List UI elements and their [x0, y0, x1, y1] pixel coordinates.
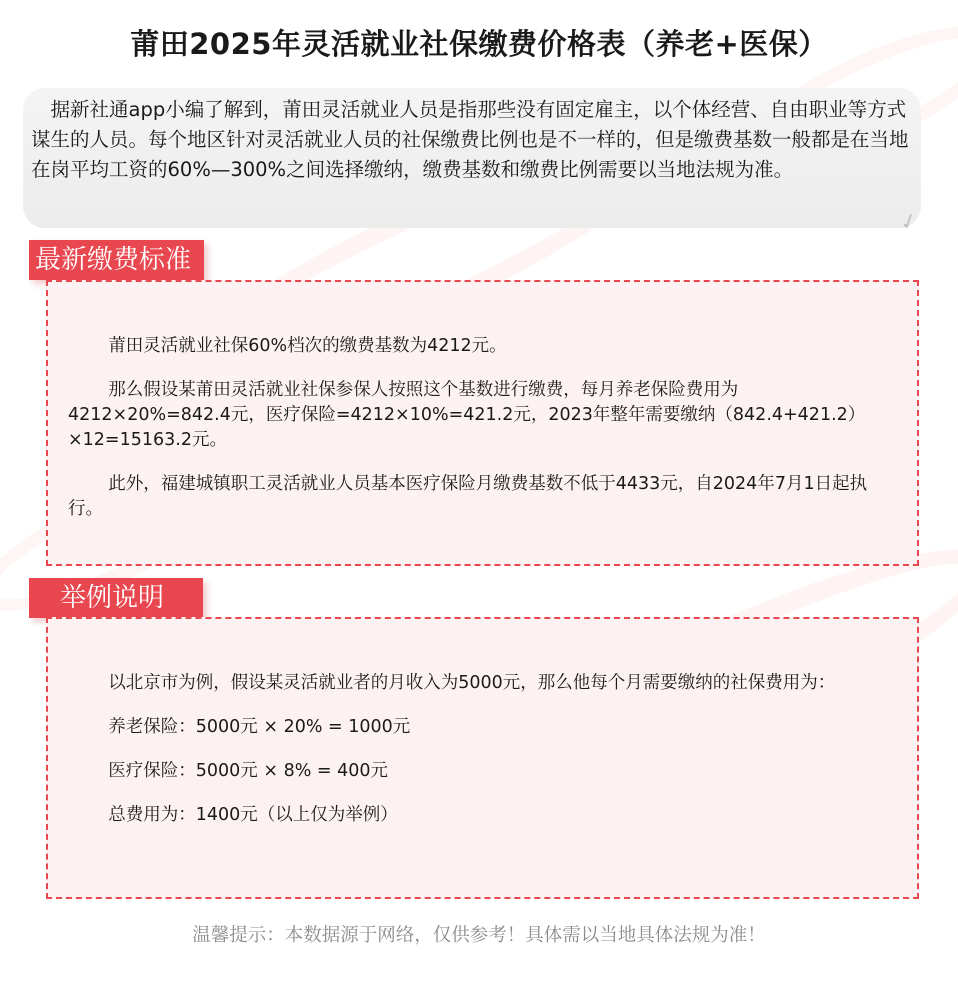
corner-mark-icon: ✓: [896, 207, 923, 238]
example-content-box: [46, 617, 919, 899]
standard-paragraph: 此外，福建城镇职工灵活就业人员基本医疗保险月缴费基数不低于4433元，自2024年7月1日起执行。: [68, 474, 868, 519]
example-paragraph: 总费用为：1400元（以上仅为举例）: [108, 805, 398, 825]
footer-note: 温馨提示：本数据源于网络，仅供参考！具体需以当地具体法规为准！: [192, 925, 766, 946]
intro-paragraph: 据新社通app小编了解到，莆田灵活就业人员是指那些没有固定雇主，以个体经营、自由职业等方式谋生的人员。每个地区针对灵活就业人员的社保缴费比例也是不一样的，但是缴费基数一般都是在当地在岗平均工资的60%—300%之间选择缴纳，缴费基数和缴费比例需要以当地法规为准。: [31, 98, 909, 181]
standard-content-box: [46, 280, 919, 566]
section-label-example: 举例说明: [29, 578, 203, 618]
standard-paragraph: 莆田灵活就业社保60%档次的缴费基数为4212元。: [108, 336, 507, 356]
page-title: 莆田2025年灵活就业社保缴费价格表（养老+医保）: [130, 27, 828, 61]
example-paragraph: 医疗保险：5000元 × 8% = 400元: [108, 761, 389, 781]
standard-paragraph: 那么假设某莆田灵活就业社保参保人按照这个基数进行缴费，每月养老保险费用为4212×20%=842.4元，医疗保险=4212×10%=421.2元，2023年整年需要缴纳（842.4+421.2）×12=15163.2元。: [68, 380, 866, 450]
intro-box: [23, 88, 921, 228]
example-paragraph: 以北京市为例，假设某灵活就业者的月收入为5000元，那么他每个月需要缴纳的社保费用为：: [108, 673, 836, 693]
example-paragraph: 养老保险：5000元 × 20% = 1000元: [108, 717, 411, 737]
section-label-standard: 最新缴费标准: [29, 240, 204, 280]
